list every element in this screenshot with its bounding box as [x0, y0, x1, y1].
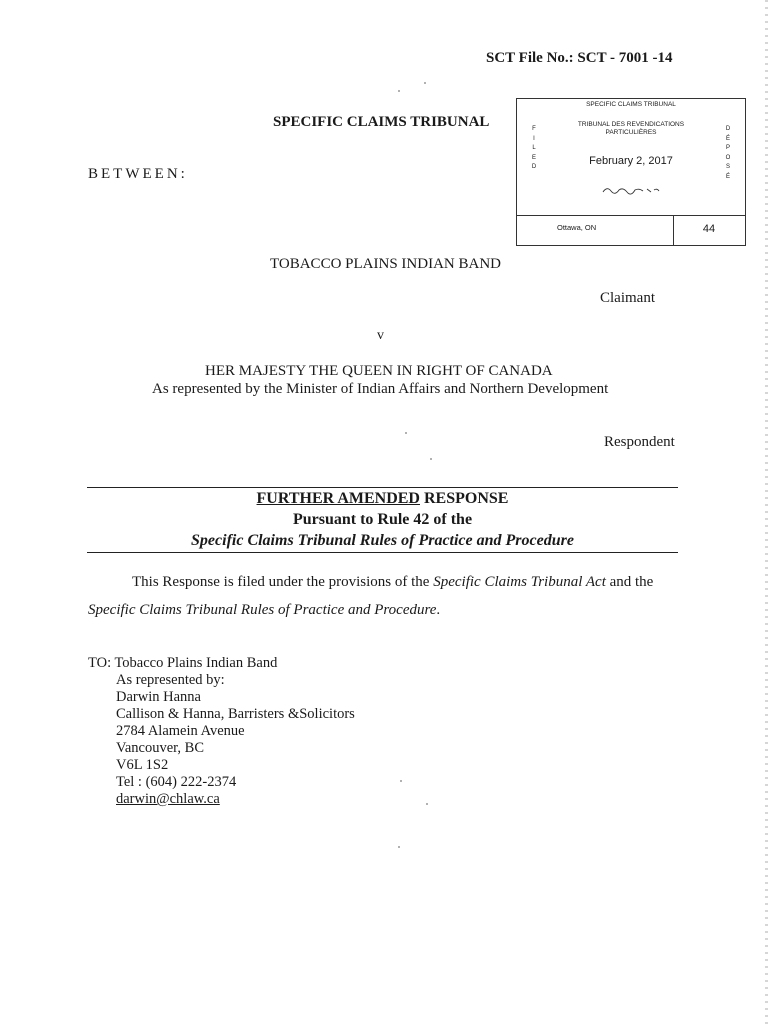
filing-stamp: [516, 98, 746, 246]
scan-speck: [398, 90, 400, 92]
scan-speck: [430, 458, 432, 460]
title-rule-bottom: [87, 552, 678, 553]
email-link[interactable]: darwin@chlaw.ca: [116, 791, 220, 807]
stamp-letter: L: [532, 145, 536, 151]
title-underlined-part: FURTHER AMENDED: [256, 490, 420, 507]
stamp-title-fr-line2: PARTICULIÈRES: [605, 129, 657, 136]
stamp-city: Ottawa, ON: [557, 223, 597, 232]
rules-name: Specific Claims Tribunal Rules of Practice and Procedure: [88, 602, 437, 618]
stamp-date: February 2, 2017: [589, 155, 673, 167]
title-rule-top: [87, 487, 678, 488]
addressee-line: V6L 1S2: [116, 757, 169, 773]
addressee-line: Darwin Hanna: [116, 689, 201, 705]
document-rules-title: Specific Claims Tribunal Rules of Practice and Procedure: [191, 532, 574, 549]
scan-edge-artifact: [765, 0, 768, 1024]
intro-period: .: [436, 602, 441, 618]
stamp-letter: É: [725, 173, 730, 180]
respondent-name: HER MAJESTY THE QUEEN IN RIGHT OF CANADA: [205, 363, 553, 379]
stamp-letter: D: [725, 126, 731, 132]
stamp-number: 44: [702, 223, 716, 235]
scan-speck: [405, 432, 407, 434]
claimant-name: TOBACCO PLAINS INDIAN BAND: [270, 256, 501, 272]
stamp-letter: E: [531, 154, 536, 161]
to-line: TO: Tobacco Plains Indian Band: [88, 655, 278, 671]
stamp-upper: [517, 99, 745, 216]
respondent-label: Respondent: [604, 434, 675, 450]
stamp-title: SPECIFIC CLAIMS TRIBUNAL: [586, 101, 676, 108]
title-rest: RESPONSE: [419, 490, 509, 507]
respondent-representation: As represented by the Minister of Indian Affairs and Northern Development: [152, 381, 609, 397]
signature-scribble: [601, 185, 661, 195]
scan-speck: [424, 82, 426, 84]
addressee-line: Vancouver, BC: [116, 740, 205, 756]
stamp-signature: [517, 185, 745, 197]
between-label: BETWEEN:: [88, 166, 188, 182]
act-name: Specific Claims Tribunal Act: [433, 574, 606, 590]
intro-text: This Response is filed under the provisions of the: [132, 574, 434, 590]
stamp-title-fr: [517, 121, 745, 137]
stamp-letter: I: [533, 135, 535, 142]
stamp-letter: D: [531, 164, 537, 170]
addressee-block: [88, 655, 355, 808]
addressee-line: Callison & Hanna, Barristers &Solicitors: [116, 706, 355, 722]
document-subtitle: Pursuant to Rule 42 of the: [292, 511, 473, 528]
intro-text: and the: [605, 574, 654, 590]
stamp-letter: S: [725, 164, 730, 170]
scan-speck: [398, 846, 400, 848]
addressee-line: 2784 Alamein Avenue: [116, 723, 245, 739]
scan-speck: [426, 803, 428, 805]
stamp-depose-vertical: [724, 125, 732, 182]
intro-line-1: [132, 574, 653, 591]
stamp-title-fr-line1: TRIBUNAL DES REVENDICATIONS: [577, 121, 685, 128]
stamp-letter: É: [725, 135, 730, 142]
document-title: [87, 490, 678, 508]
stamp-letter: F: [532, 126, 536, 132]
addressee-line: As represented by:: [116, 672, 225, 688]
intro-line-2: [88, 602, 440, 619]
stamp-letter: O: [725, 154, 731, 161]
addressee-line: Tel : (604) 222-2374: [116, 774, 237, 790]
stamp-letter: P: [725, 145, 730, 151]
tribunal-name: SPECIFIC CLAIMS TRIBUNAL: [273, 114, 490, 130]
scan-speck: [400, 780, 402, 782]
claimant-label: Claimant: [600, 290, 655, 306]
versus-label: v: [377, 328, 384, 343]
file-number: SCT File No.: SCT - 7001 -14: [486, 50, 673, 66]
